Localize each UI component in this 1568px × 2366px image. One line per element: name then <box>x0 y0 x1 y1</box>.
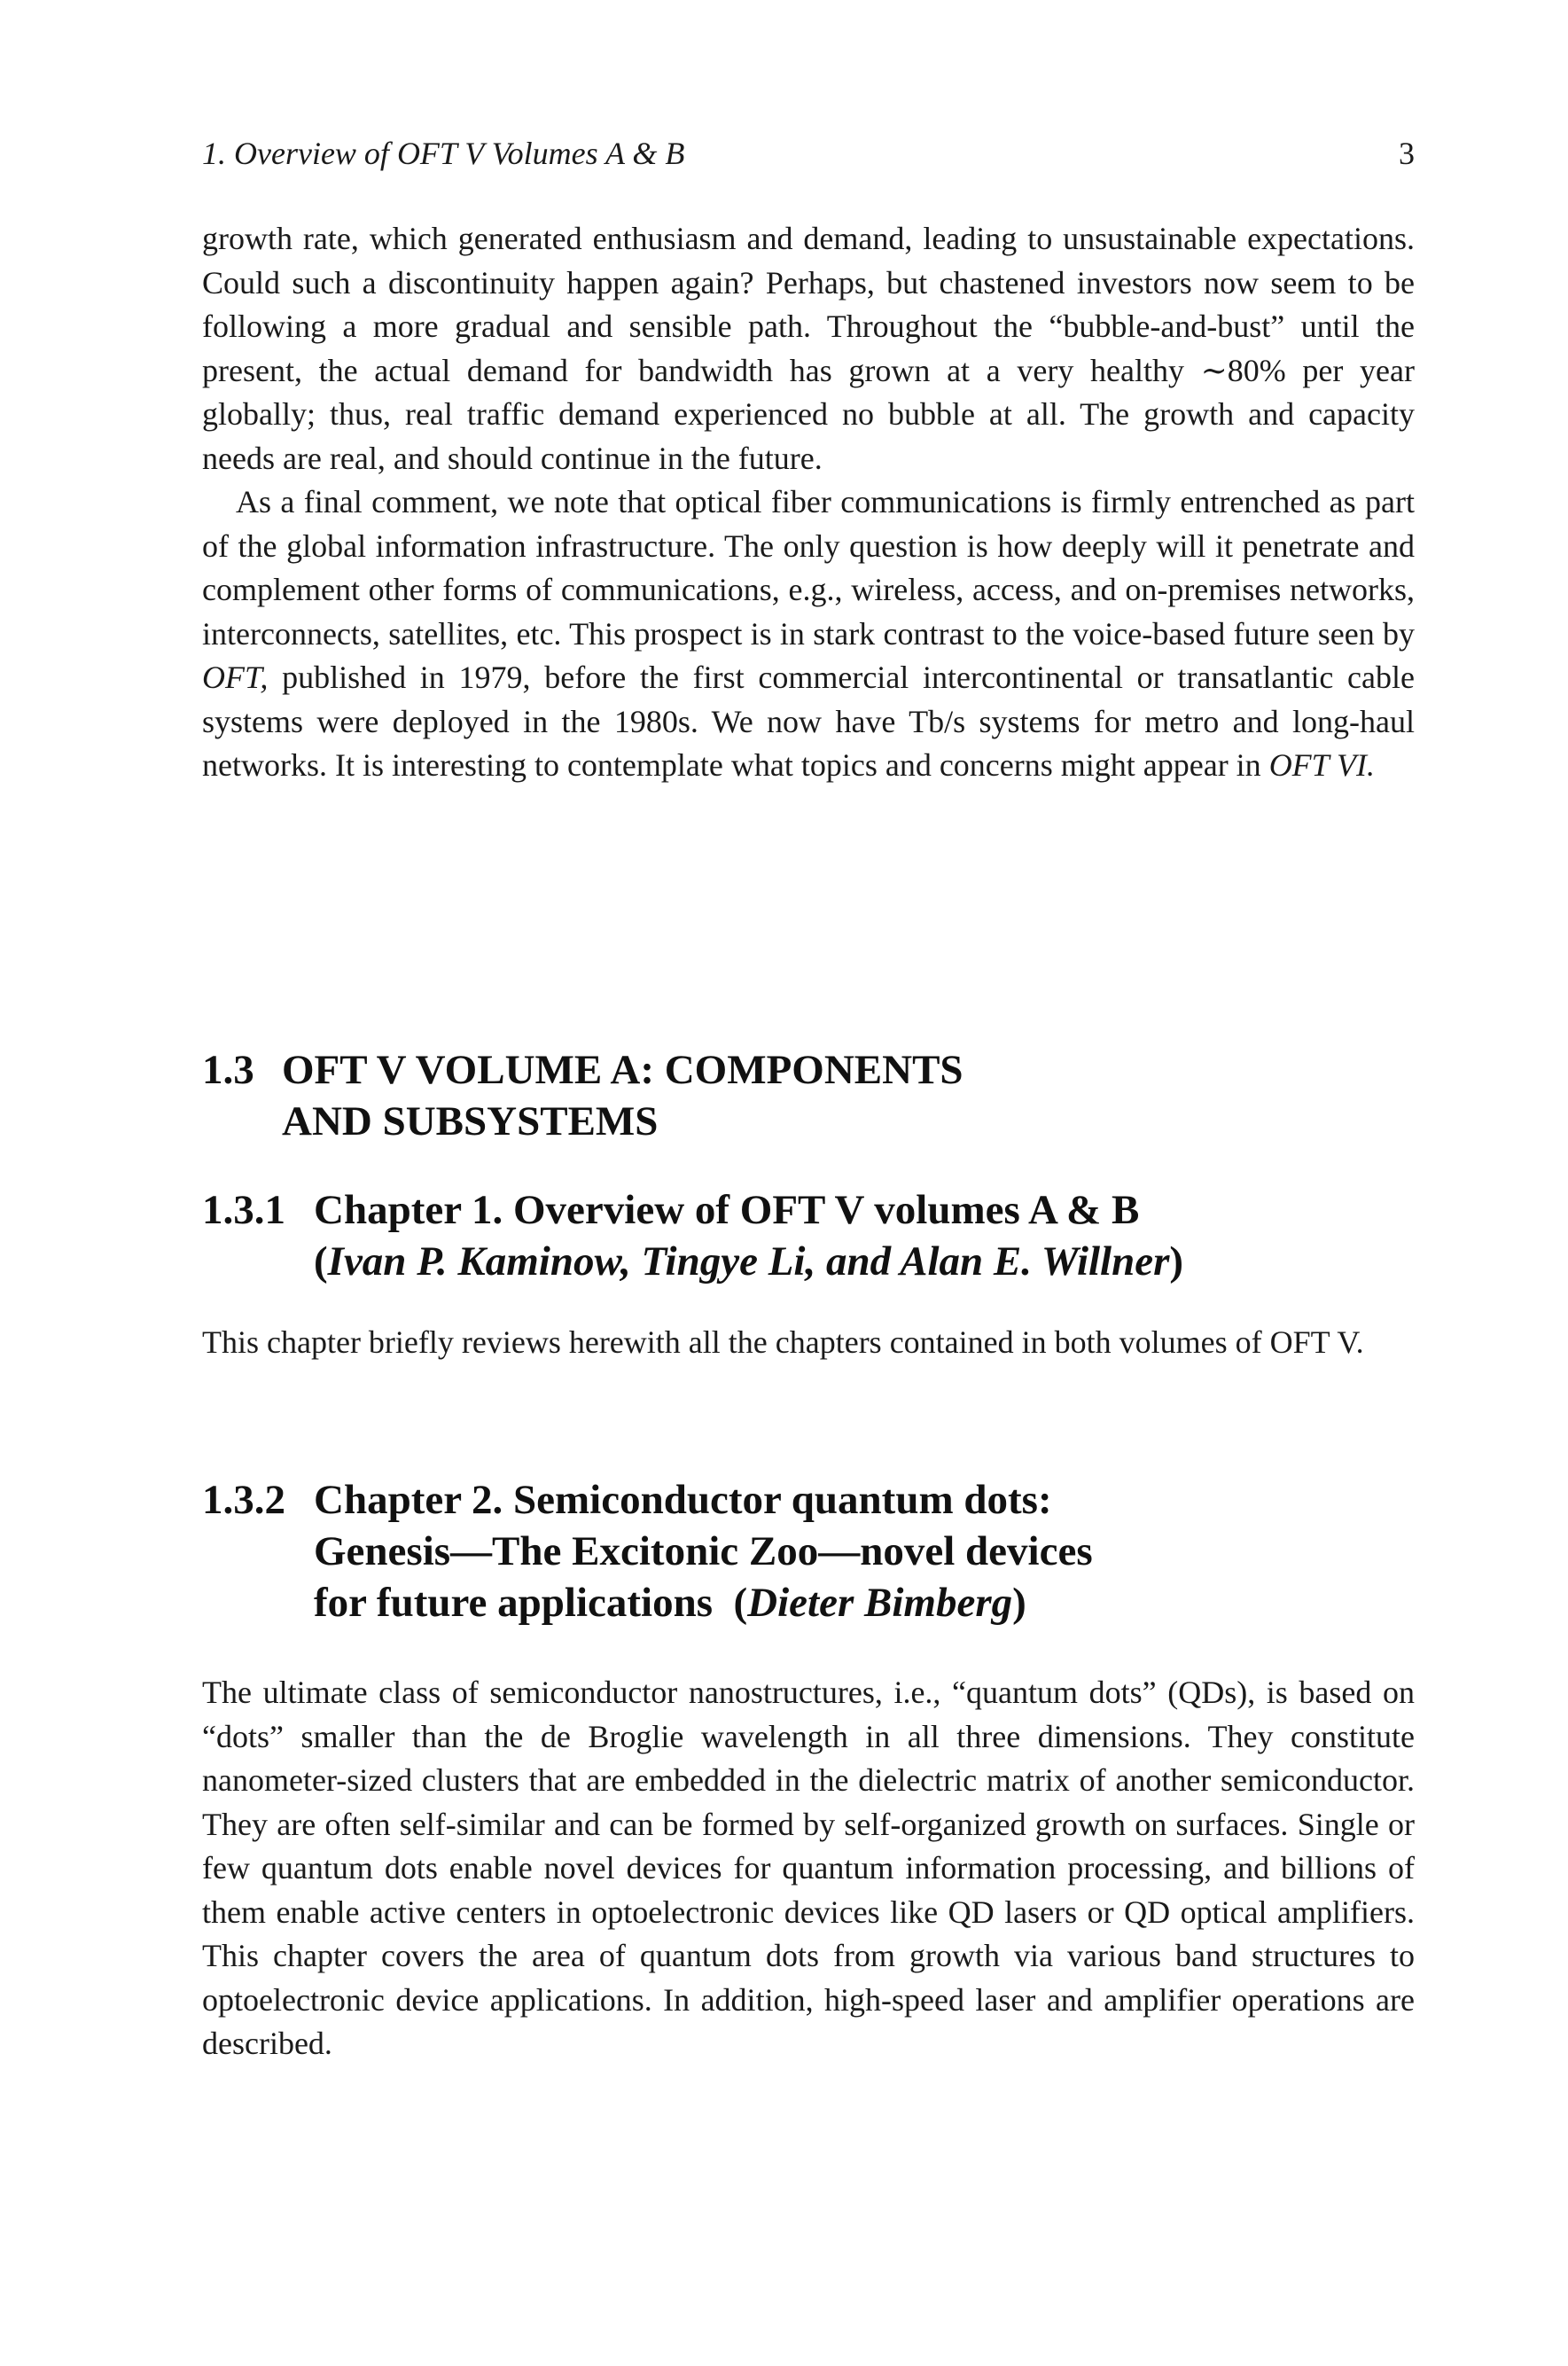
paragraph-1: growth rate, which generated enthusiasm and demand, leading to unsustainable expectations. Could such a discontinuity happen again? Perhaps, but chastened investors now seem to be following a more gradual and sensible path. Throughout the “bubble-and-bust” until the present, the actual demand for bandwidth has grown at a very healthy ∼80% per year globally; thus, real traffic demand experienced no bubble at all. The growth and capacity needs are real, and should continue in the future. <box>202 221 1415 476</box>
running-head-title: 1. Overview of OFT V Volumes A & B <box>202 136 685 171</box>
subsection-title-line-3: for future applications (Dieter Bimberg) <box>314 1580 1026 1626</box>
subsection-number: 1.3.1 <box>202 1187 285 1233</box>
subsection-title <box>314 1184 1377 1287</box>
paragraph-3: This chapter briefly reviews herewith all the chapters contained in both volumes of OFT V. <box>202 1324 1364 1360</box>
paragraph-2 <box>202 480 1415 788</box>
subsection-title-line-3-text: for future applications <box>314 1580 714 1626</box>
section-title <box>282 1044 1346 1147</box>
subsection-authors-line: (Ivan P. Kaminow, Tingye Li, and Alan E. Willner) <box>314 1238 1184 1285</box>
body-text-block-3 <box>202 1671 1415 2066</box>
paragraph-4: The ultimate class of semiconductor nanostructures, i.e., “quantum dots” (QDs), is based on “dots” smaller than the de Broglie wavelength in all three dimensions. They constitute nanometer-sized clusters that are embedded in the dielectric matrix of another semiconductor. They are often self-similar and can be formed by self-organized growth on surfaces. Single or few quantum dots enable novel devices for quantum information processing, and billions of them enable active centers in optoelectronic devices like QD lasers or QD optical amplifiers. This chapter covers the area of quantum dots from growth via various band structures to optoelectronic device applications. In addition, high-speed laser and amplifier operations are described. <box>202 1675 1415 2061</box>
paragraph-2-text-b: published in 1979, before the first commercial intercontinental or transatlantic cable systems were deployed in the 1980s. We now have Tb/s systems for metro and long-haul networks. It is interesting to contemplate what topics and concerns might appear in <box>202 660 1415 783</box>
page-number: 3 <box>1399 136 1415 171</box>
running-head <box>202 133 1415 174</box>
subsection-authors: Dieter Bimberg <box>747 1580 1013 1626</box>
subsection-title-line-1: Chapter 1. Overview of OFT V volumes A & B <box>314 1187 1140 1233</box>
subsection-title <box>314 1474 1377 1628</box>
section-title-line-2: AND SUBSYSTEMS <box>282 1098 659 1144</box>
paragraph-2-italic-oft-vi: OFT VI. <box>1268 747 1376 783</box>
paragraph-2-italic-oft: OFT, <box>202 660 269 695</box>
body-text-block-1 <box>202 217 1415 788</box>
subsection-title-line-2: Genesis—The Excitonic Zoo—novel devices <box>314 1528 1093 1574</box>
section-title-line-1: OFT V VOLUME A: COMPONENTS <box>282 1047 963 1093</box>
subsection-authors: Ivan P. Kaminow, Tingye Li, and Alan E. Willner <box>327 1238 1170 1285</box>
body-text-block-2 <box>202 1321 1415 1365</box>
section-number: 1.3 <box>202 1047 254 1093</box>
subsection-title-line-1: Chapter 2. Semiconductor quantum dots: <box>314 1477 1052 1523</box>
paragraph-2-text-a: As a final comment, we note that optical fiber communications is firmly entrenched as part of the global information infrastructure. The only question is how deeply will it penetrate and complement other forms of communications, e.g., wireless, access, and on-premises networks, interconnects, satellites, etc. This prospect is in stark contrast to the voice-based future seen by <box>202 484 1415 652</box>
subsection-number: 1.3.2 <box>202 1477 285 1523</box>
